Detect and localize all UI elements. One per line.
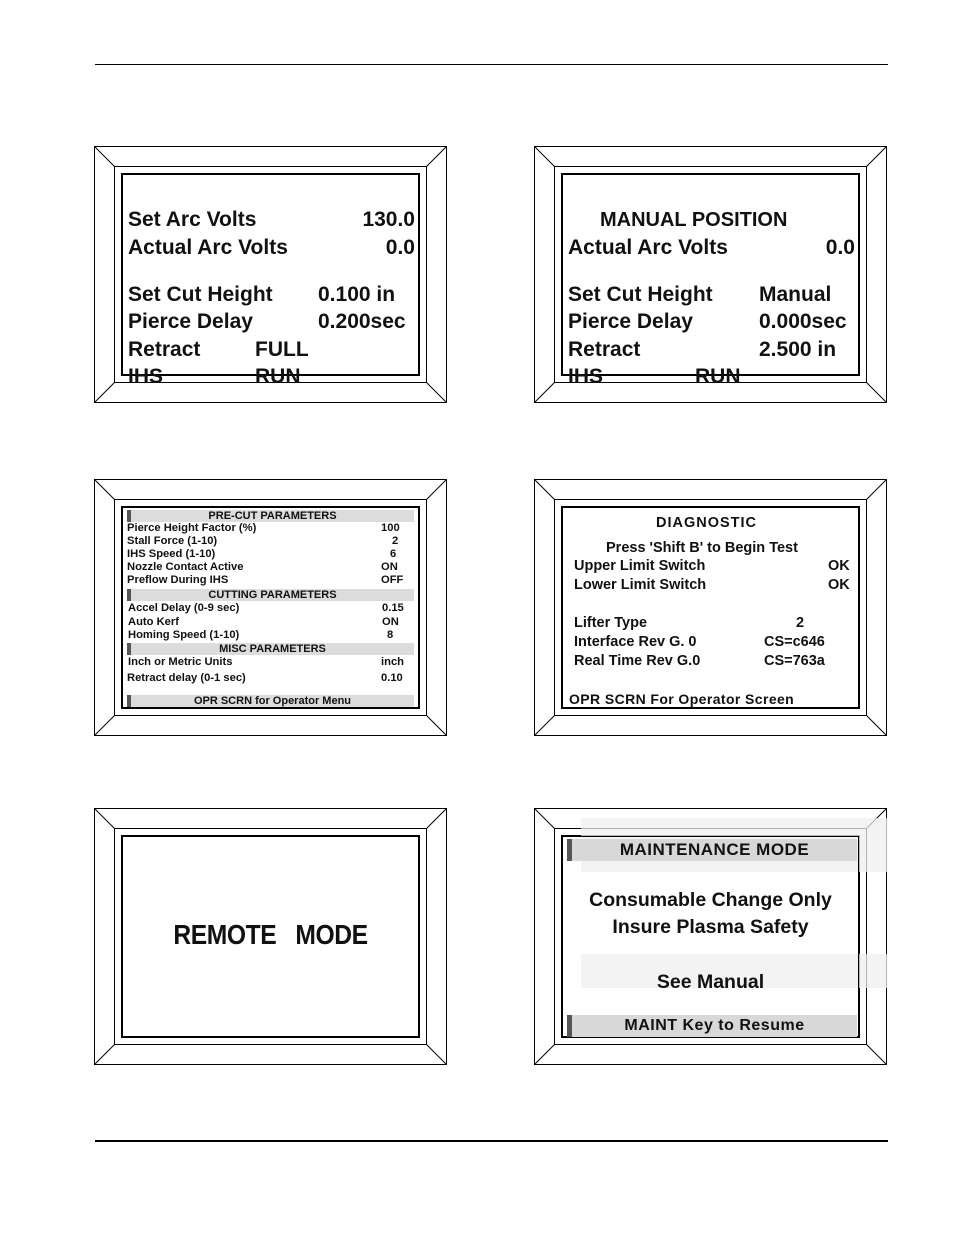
- parameter-value: ON: [382, 616, 399, 628]
- set-arc-volts-value: 130.0: [362, 208, 415, 231]
- misc-parameters-header: MISC PARAMETERS: [127, 643, 414, 655]
- remote-mode-panel: [94, 808, 447, 1065]
- retract-value: FULL: [255, 338, 309, 361]
- ihs-value: RUN: [695, 365, 741, 388]
- interface-rev-label: Interface Rev G. 0: [574, 634, 697, 650]
- parameter-label: Homing Speed (1-10): [128, 629, 240, 641]
- parameter-value: 0.15: [382, 602, 404, 614]
- parameter-label: Preflow During IHS: [127, 574, 229, 586]
- maintenance-mode-header: MAINTENANCE MODE: [567, 839, 857, 861]
- actual-arc-volts-label: Actual Arc Volts: [128, 236, 288, 259]
- upper-limit-label: Upper Limit Switch: [574, 558, 706, 574]
- ihs-label: IHS: [568, 365, 604, 388]
- ihs-label: IHS: [128, 365, 164, 388]
- parameter-value: 0.10: [381, 672, 403, 684]
- header-rule: [95, 64, 888, 65]
- parameter-value: 8: [387, 629, 394, 641]
- upper-limit-value: OK: [828, 558, 850, 574]
- maintenance-mode-panel: [534, 808, 887, 1065]
- lcd-screen: [562, 174, 859, 388]
- set-cut-height-value: Manual: [759, 283, 832, 306]
- set-arc-volts-label: Set Arc Volts: [128, 208, 257, 231]
- set-cut-height-label: Set Cut Height: [568, 283, 713, 306]
- lcd-screen: [562, 836, 859, 1037]
- lifter-type-label: Lifter Type: [574, 615, 648, 631]
- ihs-value: RUN: [255, 365, 301, 388]
- lcd-screen: [122, 836, 419, 1037]
- diagnostic-title: DIAGNOSTIC: [656, 515, 758, 531]
- consumable-change-text: Consumable Change Only: [589, 889, 832, 911]
- set-cut-height-value: 0.100 in: [318, 283, 396, 306]
- diagnostic-panel: [534, 479, 887, 736]
- interface-rev-value: CS=c646: [764, 634, 825, 650]
- actual-arc-volts-label: Actual Arc Volts: [568, 236, 728, 259]
- cutting-parameters-header: CUTTING PARAMETERS: [127, 589, 414, 601]
- parameter-value: inch: [381, 656, 404, 668]
- run-screen-panel: [94, 146, 447, 403]
- see-manual-text: See Manual: [656, 971, 765, 993]
- parameter-label: Accel Delay (0-9 sec): [128, 602, 240, 614]
- retract-label: Retract: [128, 338, 201, 361]
- manual-position-panel: [534, 146, 887, 403]
- parameters-panel: [94, 479, 447, 736]
- lower-limit-label: Lower Limit Switch: [574, 577, 707, 593]
- parameter-value: OFF: [381, 574, 404, 586]
- real-time-rev-label: Real Time Rev G.0: [574, 653, 701, 669]
- lcd-screen: [122, 174, 419, 388]
- pierce-delay-value: 0.200sec: [318, 310, 406, 333]
- lcd-screen: [122, 507, 419, 708]
- parameter-label: IHS Speed (1-10): [127, 548, 216, 560]
- operator-screen-footer: OPR SCRN For Operator Screen: [569, 691, 795, 707]
- lower-limit-value: OK: [828, 577, 850, 593]
- real-time-rev-value: CS=763a: [764, 653, 825, 669]
- parameter-value: 100: [381, 522, 400, 534]
- actual-arc-volts-value: 0.0: [825, 236, 855, 259]
- parameter-label: Pierce Height Factor (%): [127, 522, 257, 534]
- parameter-label: Auto Kerf: [128, 616, 179, 628]
- parameter-value: 2: [392, 535, 399, 547]
- lcd-screen: [562, 507, 859, 708]
- precut-parameters-header: PRE-CUT PARAMETERS: [127, 510, 414, 522]
- manual-position-title: MANUAL POSITION: [600, 209, 788, 231]
- pierce-delay-value: 0.000sec: [759, 310, 847, 333]
- remote-mode-text: REMOTE MODE: [173, 919, 368, 950]
- lifter-type-value: 2: [796, 615, 805, 631]
- pierce-delay-label: Pierce Delay: [568, 310, 693, 333]
- parameter-label: Nozzle Contact Active: [127, 561, 244, 573]
- parameter-value: ON: [381, 561, 398, 573]
- parameter-value: 6: [390, 548, 397, 560]
- retract-value: 2.500 in: [759, 338, 837, 361]
- operator-menu-footer: OPR SCRN for Operator Menu: [127, 695, 414, 707]
- set-cut-height-label: Set Cut Height: [128, 283, 273, 306]
- actual-arc-volts-value: 0.0: [385, 236, 415, 259]
- retract-label: Retract: [568, 338, 641, 361]
- parameter-label: Inch or Metric Units: [128, 656, 233, 668]
- maint-key-footer: MAINT Key to Resume: [567, 1015, 857, 1037]
- footer-rule: [95, 1140, 888, 1142]
- parameter-label: Stall Force (1-10): [127, 535, 218, 547]
- begin-test-instruction: Press 'Shift B' to Begin Test: [606, 540, 798, 556]
- pierce-delay-label: Pierce Delay: [128, 310, 253, 333]
- parameter-label: Retract delay (0-1 sec): [127, 672, 246, 684]
- plasma-safety-text: Insure Plasma Safety: [612, 916, 809, 938]
